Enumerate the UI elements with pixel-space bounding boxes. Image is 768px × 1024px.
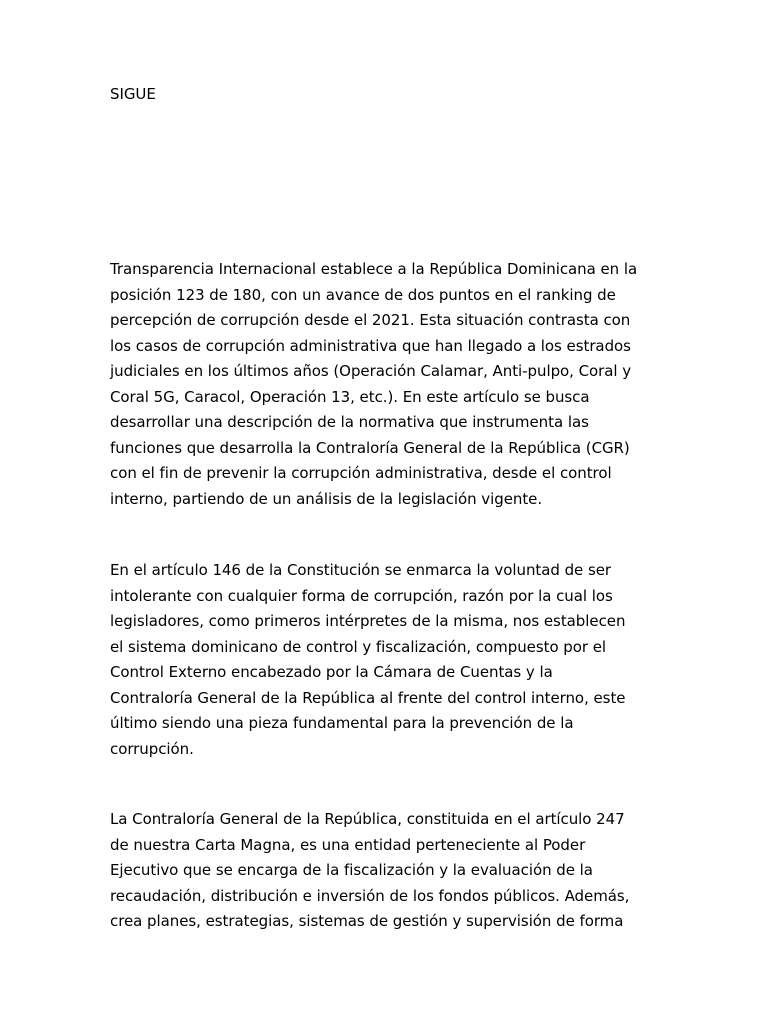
paragraph-line: los casos de corrupción administrativa que han llegado a los estrados — [110, 336, 631, 355]
paragraph-line: con el fin de prevenir la corrupción administrativa, desde el control — [110, 464, 612, 482]
paragraph-line: corrupción. — [110, 739, 194, 758]
paragraph-line: posición 123 de 180, con un avance de dos puntos en el ranking de — [110, 285, 616, 304]
paragraph-line: intolerante con cualquier forma de corrupción, razón por la cual los — [110, 586, 613, 605]
paragraph-line: recaudación, distribución e inversión de los fondos públicos. Además, — [110, 886, 630, 905]
paragraph-3 — [110, 807, 710, 935]
paragraph-line: legisladores, como primeros intérpretes de la misma, nos establecen — [110, 612, 626, 630]
paragraph-line: desarrollar una descripción de la normativa que instrumenta las — [110, 413, 589, 431]
paragraph-line: de nuestra Carta Magna, es una entidad perteneciente al Poder — [110, 835, 586, 854]
paragraph-line: el sistema dominicano de control y fiscalización, compuesto por el — [110, 637, 607, 656]
paragraph-1 — [110, 257, 710, 512]
paragraph-line: La Contraloría General de la República, constituida en el artículo 247 — [110, 810, 625, 828]
paragraph-line: judiciales en los últimos años (Operación Calamar, Anti-pulpo, Coral y — [110, 362, 632, 380]
paragraph-line: funciones que desarrolla la Contraloría General de la República (CGR) — [110, 438, 630, 457]
paragraph-2 — [110, 558, 710, 762]
paragraph-line: Control Externo encabezado por la Cámara de Cuentas y la — [110, 663, 553, 681]
paragraph-line: interno, partiendo de un análisis de la legislación vigente. — [110, 489, 543, 508]
section-heading — [110, 82, 710, 108]
paragraph-line: último siendo una pieza fundamental para la prevención de la — [110, 714, 574, 732]
paragraph-line: En el artículo 146 de la Constitución se enmarca la voluntad de ser — [110, 561, 612, 579]
paragraph-line: percepción de corrupción desde el 2021. Esta situación contrasta con — [110, 311, 631, 329]
paragraph-line: Coral 5G, Caracol, Operación 13, etc.). En este artículo se busca — [110, 387, 590, 406]
heading-text: SIGUE — [110, 85, 156, 103]
paragraph-line: Contraloría General de la República al frente del control interno, este — [110, 688, 626, 707]
paragraph-line: Transparencia Internacional establece a la República Dominicana en la — [110, 260, 638, 278]
paragraph-line: crea planes, estrategias, sistemas de gestión y supervisión de forma — [110, 912, 624, 930]
paragraph-line: Ejecutivo que se encarga de la fiscalización y la evaluación de la — [110, 861, 593, 879]
